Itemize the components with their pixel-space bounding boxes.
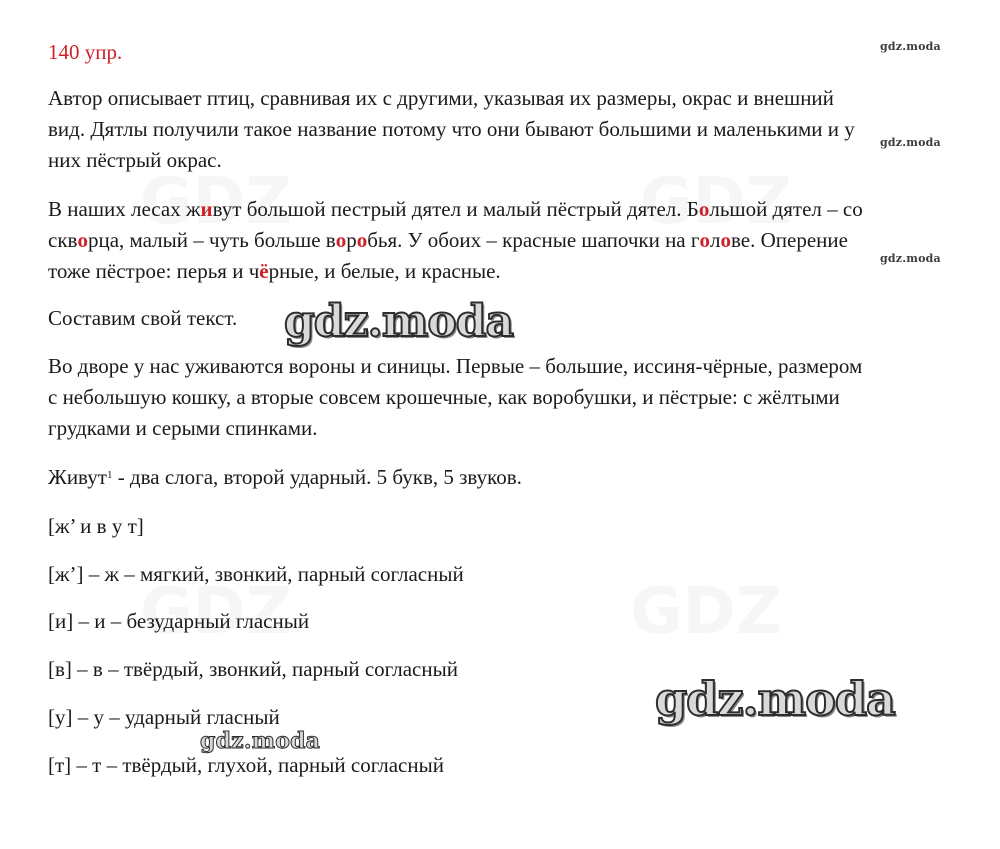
watermark-large-2: gdz.moda xyxy=(655,672,895,726)
text-line: Автор описывает птиц, сравнивая их с другими, указывая их размеры, окрас и внешний xyxy=(48,86,834,110)
sound-line: [у] – у – ударный гласный xyxy=(48,705,280,729)
text-line: них пёстрый окрас. xyxy=(48,148,222,172)
sound-line: [в] – в – твёрдый, звонкий, парный согласный xyxy=(48,657,458,681)
text-line: Во дворе у нас уживаются вороны и синицы. Первые – большие, иссиня-чёрные, размером xyxy=(48,354,863,378)
highlighted-vowel: о xyxy=(356,228,368,252)
word-analysis-header xyxy=(48,463,522,491)
sound-line: [т] – т – твёрдый, глухой, парный согласный xyxy=(48,753,444,777)
paragraph-woodpecker-text xyxy=(48,194,966,287)
highlighted-vowel: ё xyxy=(259,259,269,283)
text-line: тоже пёстрое: перья и чёрные, и белые, и красные. xyxy=(48,259,501,283)
watermark-large-1: gdz.moda xyxy=(284,296,514,347)
sound-line: [ж’] – ж – мягкий, звонкий, парный согласный xyxy=(48,562,464,586)
paragraph-author-description xyxy=(48,83,966,176)
text-line: с небольшую кошку, а вторые совсем крошечные, как воробушки, и пёстрые: с жёлтыми xyxy=(48,385,840,409)
word-description: - два слога, второй ударный. 5 букв, 5 звуков. xyxy=(112,465,522,489)
highlighted-vowel: о xyxy=(335,228,347,252)
transcription: [ж’ и в у т] xyxy=(48,514,144,538)
highlighted-vowel: и xyxy=(200,197,213,221)
text-line: грудками и серыми спинками. xyxy=(48,416,318,440)
watermark-small-1: gdz.moda xyxy=(880,40,941,53)
highlighted-vowel: о xyxy=(720,228,731,252)
watermark-small-2: gdz.moda xyxy=(880,136,941,149)
text-line: скворца, малый – чуть больше воробья. У обоих – красные шапочки на голове. Оперение xyxy=(48,228,848,252)
text-line: вид. Дятлы получили такое название потому что они бывают большими и маленькими и у xyxy=(48,117,855,141)
watermark-small-3: gdz.moda xyxy=(880,252,941,265)
sound-line: [и] – и – безударный гласный xyxy=(48,609,310,633)
paragraph-own-text xyxy=(48,351,966,444)
compose-text-line: Составим свой текст. xyxy=(48,306,238,330)
analyzed-word: Живут xyxy=(48,465,107,489)
watermark-small-4: gdz.moda xyxy=(200,728,321,754)
highlighted-vowel: о xyxy=(699,228,710,252)
highlighted-vowel: о xyxy=(77,228,88,252)
footnote-marker: 1 xyxy=(106,469,113,481)
exercise-title: 140 упр. xyxy=(48,40,123,64)
highlighted-vowel: о xyxy=(698,197,710,221)
text-line: В наших лесах живут большой пестрый дятел и малый пёстрый дятел. Большой дятел – со xyxy=(48,197,863,221)
